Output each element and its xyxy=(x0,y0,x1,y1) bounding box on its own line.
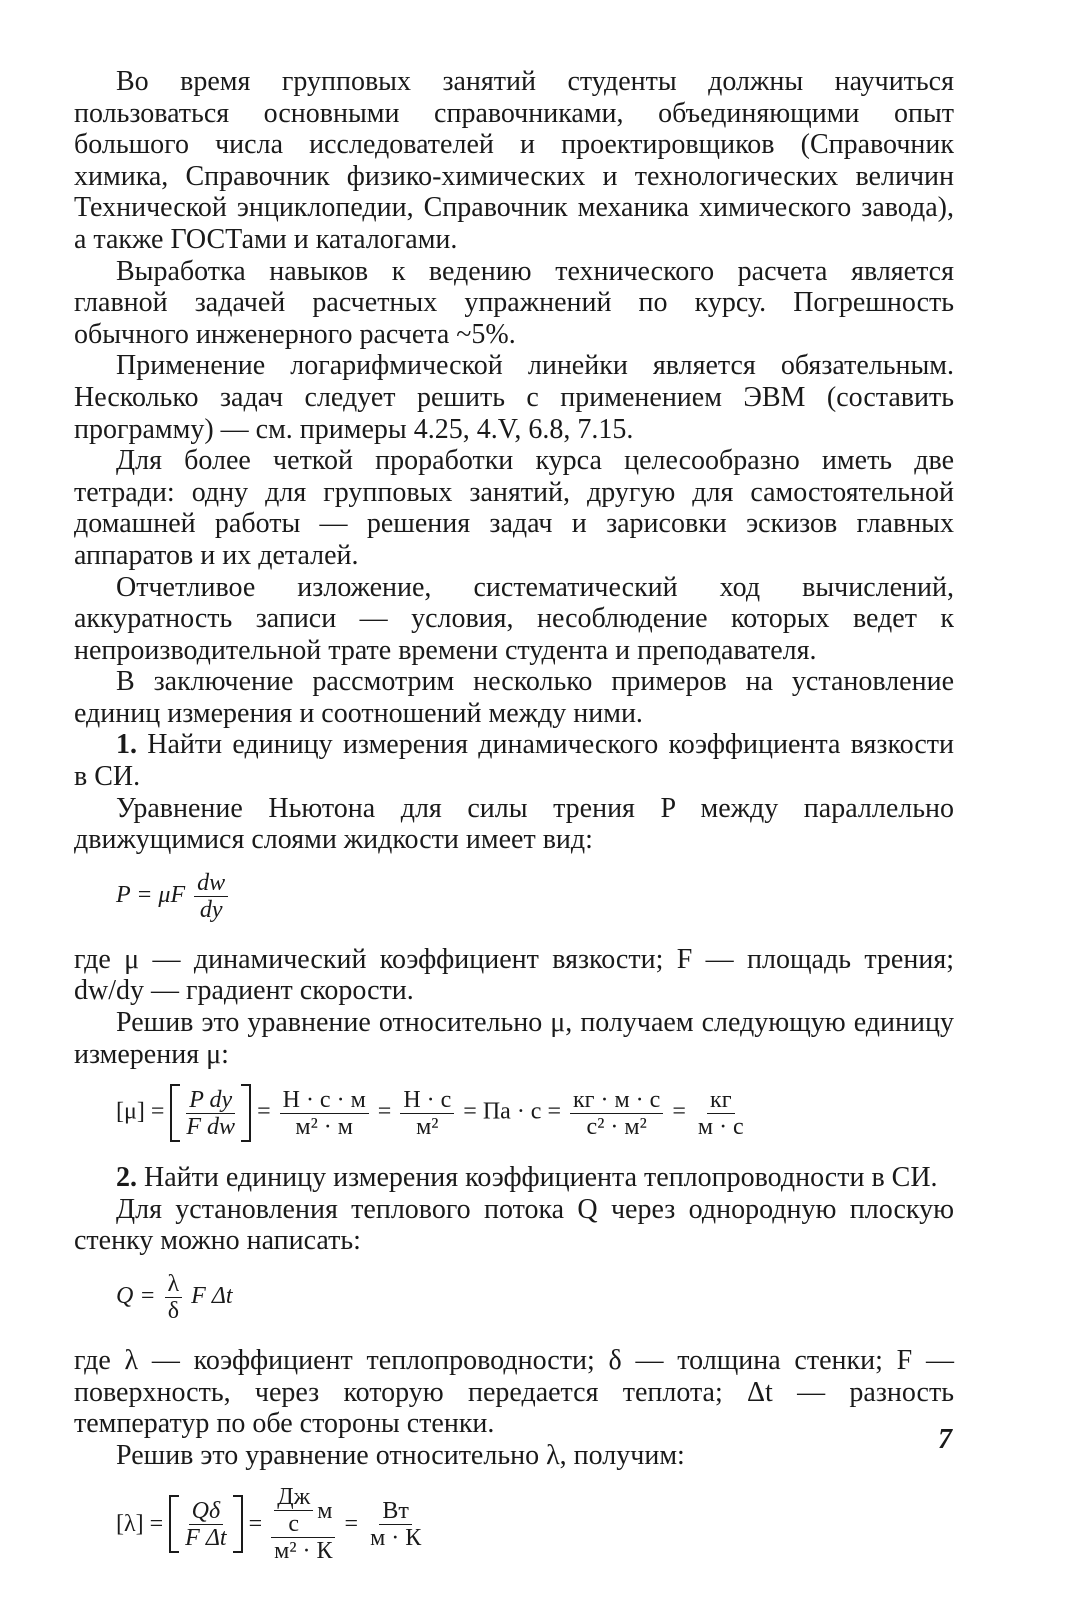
paragraph-1: Во время групповых занятий студенты должны научиться пользоваться основными справочниками, объединяющими опыт большого числа исследователей и проектировщиков (Справочник химика, Справочник физико-химических и технологических величин Технической энциклопедии, Справочник механика химического завода), а также ГОСТами и каталогами. xyxy=(74,66,954,255)
fraction-numerator: P dy xyxy=(186,1087,235,1114)
paragraph-9: Решив это уравнение относительно μ, получаем следующую единицу измерения μ: xyxy=(74,1007,954,1070)
unit-fraction-joule xyxy=(271,1484,335,1564)
fraction-denominator: δ xyxy=(167,1298,179,1324)
fraction-numerator: λ xyxy=(165,1271,183,1298)
example-2-heading xyxy=(74,1162,954,1194)
fraction-denominator: м² · м xyxy=(295,1113,353,1140)
example-1-number: 1. xyxy=(116,729,137,761)
formula-heat-flux xyxy=(116,1271,954,1331)
unit-fraction-a xyxy=(280,1087,369,1140)
bracket-right xyxy=(241,1084,251,1142)
fraction-numerator: dw xyxy=(194,870,228,897)
formula-newton-fraction xyxy=(194,870,228,923)
formula-conductivity-units: [λ] = $\frac{Q\delta}{\text{F Δt}}$ = $\frac{Дж}{с}$ м м² · К = $\frac{Вт}{м \cdot К}$ xyxy=(116,1479,954,1569)
paragraph-8: где μ — динамический коэффициент вязкости; F — площадь трения; dw/dy — градиент скорости. xyxy=(74,943,954,1007)
metre-unit: м xyxy=(317,1497,333,1524)
example-1-heading xyxy=(74,729,954,792)
paragraph-3: Применение логарифмической линейки является обязательным. Несколько задач следует решить с применением ЭВМ (составить программу) — см. примеры 4.25, 4.V, 6.8, 7.15. xyxy=(74,350,954,445)
formula-heat-rhs: F Δt xyxy=(191,1283,233,1310)
paragraph-11: где λ — коэффициент теплопроводности; δ — толщина стенки; F — поверхность, через которую передается теплота; Δt — разность температур по обе стороны стенки. xyxy=(74,1345,954,1440)
formula-heat-lhs: Q = xyxy=(116,1283,156,1310)
bracket-left xyxy=(170,1084,180,1142)
paragraph-2: Выработка навыков к ведению технического расчета является главной задачей расчетных упражнений по курсу. Погрешность обычного инженерного расчета ~5%. xyxy=(74,255,954,350)
fraction-numerator: Н · с · м xyxy=(280,1087,369,1114)
bracket-fraction xyxy=(183,1087,238,1140)
fraction-denominator: F Δt xyxy=(185,1524,227,1551)
fraction-numerator: Qδ xyxy=(189,1498,224,1525)
paragraph-4: Для более четкой проработки курса целесообразно иметь две тетради: одну для групповых занятий, другую для самостоятельной домашней работы — решения задач и зарисовки эскизов главных аппаратов и их деталей. xyxy=(74,445,954,571)
fraction-numerator: Н · с xyxy=(400,1087,454,1114)
paragraph-6: В заключение рассмотрим несколько примеров на установление единиц измерения и соотношений между ними. xyxy=(74,666,954,729)
example-2-number: 2. xyxy=(116,1162,137,1194)
fraction-numerator: кг · м · с xyxy=(570,1087,663,1114)
formula-newton xyxy=(116,870,954,930)
joule-per-second-fraction xyxy=(274,1484,313,1537)
fraction-numerator: Вт xyxy=(379,1498,412,1525)
fraction-denominator: м² xyxy=(416,1113,439,1140)
bracket-left xyxy=(169,1495,179,1553)
paragraph-10: Для установления теплового потока Q через однородную плоскую стенку можно написать: xyxy=(74,1193,954,1257)
formula-newton-lhs: P = μF xyxy=(116,881,186,908)
bracket-right xyxy=(233,1495,243,1553)
fraction-denominator: с² · м² xyxy=(586,1113,647,1140)
fraction-denominator: dy xyxy=(199,896,223,923)
paragraph-7: Уравнение Ньютона для силы трения P между параллельно движущимися слоями жидкости имеет вид: xyxy=(74,792,954,856)
page-number: 7 xyxy=(938,1424,952,1455)
bracket-fraction xyxy=(182,1498,229,1551)
unit-fraction-b xyxy=(400,1087,454,1140)
fraction-denominator: м² · К xyxy=(274,1538,333,1565)
unit-fraction-e xyxy=(695,1087,747,1140)
fraction-denominator: м · с xyxy=(697,1113,744,1140)
fraction-denominator: м · К xyxy=(370,1524,422,1551)
unit-fraction-watt xyxy=(367,1498,424,1551)
page-body xyxy=(74,66,954,1569)
formula-conductivity-lhs: [λ] = xyxy=(116,1510,164,1537)
paragraph-12: Решив это уравнение относительно λ, получим: xyxy=(116,1439,685,1471)
formula-viscosity-units: [μ] = $\frac{\text{P dy}}{\text{F dw}}$ = $\frac{Н \cdot с \cdot м}{\text{м² · м}}$ = $\frac{Н \cdot с}{\text{м²}}$ = Па · с = $\frac{кг \cdot м \cdot с}{\text{с² · м²}}$ = $\frac{кг}{м \cdot с}$ xyxy=(116,1084,954,1144)
unit-fraction-d xyxy=(570,1087,663,1140)
fraction-numerator: кг xyxy=(707,1087,735,1114)
fraction-numerator xyxy=(271,1484,335,1538)
example-1-text: Найти единицу измерения динамического коэффициента вязкости в СИ. xyxy=(74,729,954,793)
fraction-numerator: Дж xyxy=(274,1484,313,1511)
example-2-text: Найти единицу измерения коэффициента теплопроводности в СИ. xyxy=(144,1162,938,1194)
formula-heat-fraction xyxy=(165,1271,183,1324)
fraction-denominator: F dw xyxy=(186,1113,236,1140)
pascal-second: = Па · с = xyxy=(463,1098,561,1125)
fraction-denominator: с xyxy=(288,1511,300,1538)
paragraph-5: Отчетливое изложение, систематический ход вычислений, аккуратность записи — условия, несоблюдение которых ведет к непроизводительной трате времени студента и преподавателя. xyxy=(74,571,954,666)
formula-viscosity-lhs: [μ] = xyxy=(116,1098,165,1125)
